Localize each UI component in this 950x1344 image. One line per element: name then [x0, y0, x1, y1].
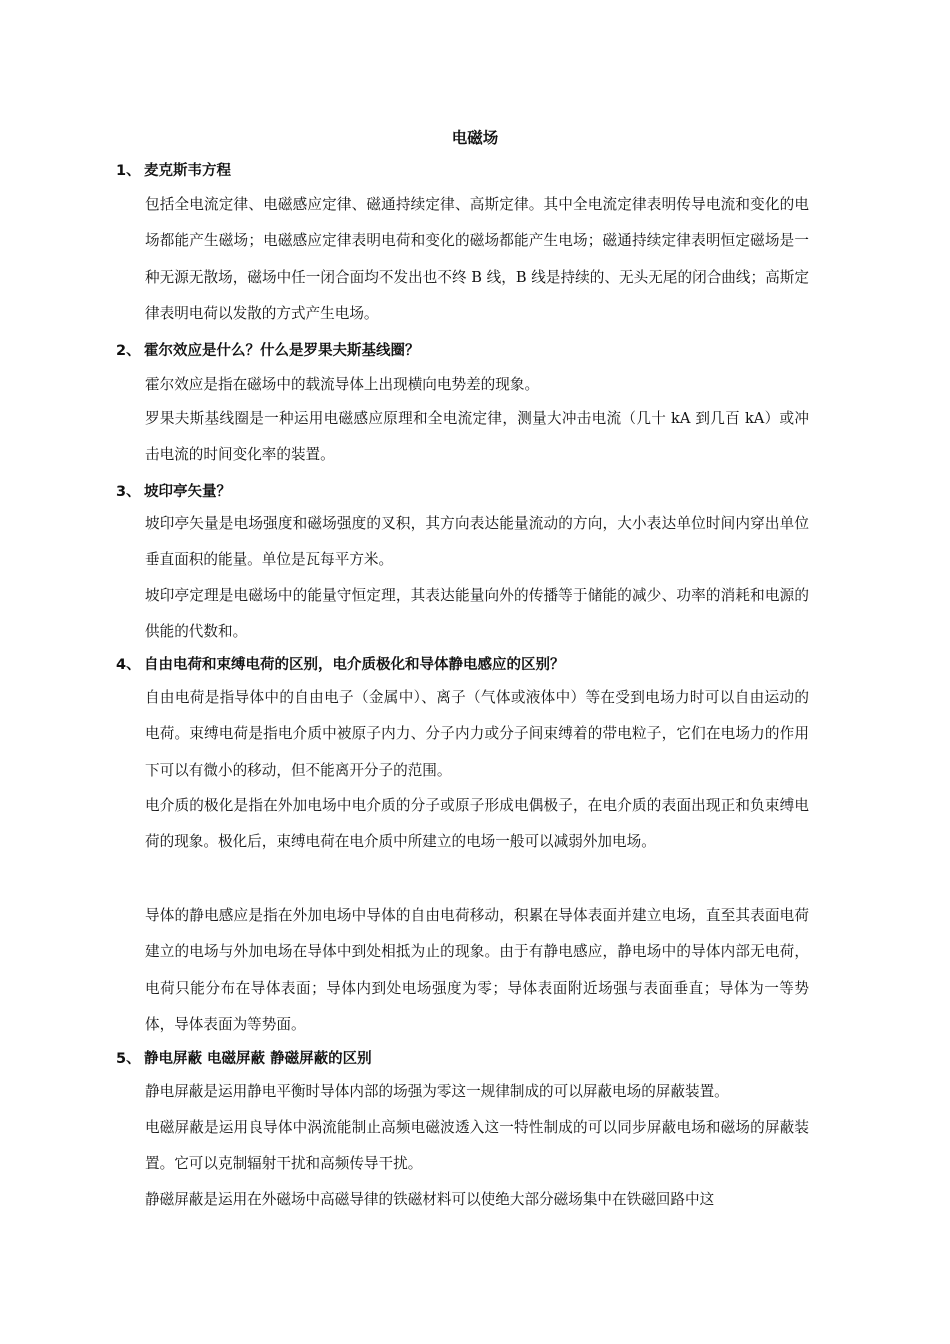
section-heading	[116, 478, 836, 506]
paragraph: 导体的静电感应是指在外加电场中导体的自由电荷移动，积累在导体表面并建立电场，直至其表面电荷建立的电场与外加电场在导体中到处相抵为止的现象。由于有静电感应，静电场中的导体内部无电荷，电荷只能分布在导体表面；导体内到处电场强度为零；导体表面附近场强与表面垂直；导体为一等势体，导体表面为等势面。	[145, 907, 809, 1034]
paragraph: 霍尔效应是指在磁场中的载流导体上出现横向电势差的现象。	[145, 376, 540, 393]
section-number: 5、	[116, 1051, 141, 1067]
section-title: 霍尔效应是什么？什么是罗果夫斯基线圈？	[144, 343, 420, 359]
paragraph: 坡印亭定理是电磁场中的能量守恒定理，其表达能量向外的传播等于储能的减少、功率的消耗和电源的供能的代数和。	[145, 587, 809, 641]
paragraph: 罗果夫斯基线圈是一种运用电磁感应原理和全电流定律，测量大冲击电流（几十 kA 到几百 kA）或冲击电流的时间变化率的装置。	[145, 410, 809, 464]
section-title: 静电屏蔽 电磁屏蔽 静磁屏蔽的区别	[144, 1051, 372, 1067]
section-heading	[116, 157, 836, 185]
section-heading	[116, 1045, 836, 1073]
section-heading	[116, 651, 836, 679]
paragraph: 自由电荷是指导体中的自由电子（金属中）、离子（气体或液体中）等在受到电场力时可以自由运动的电荷。束缚电荷是指电介质中被原子内力、分子内力或分子间束缚着的带电粒子，它们在电场力的作用下可以有微小的移动，但不能离开分子的范围。	[145, 689, 809, 779]
section-number: 3、	[116, 484, 141, 500]
paragraph: 静磁屏蔽是运用在外磁场中高磁导律的铁磁材料可以使绝大部分磁场集中在铁磁回路中这	[145, 1191, 715, 1208]
paragraph: 电磁屏蔽是运用良导体中涡流能制止高频电磁波透入这一特性制成的可以同步屏蔽电场和磁场的屏蔽装置。它可以克制辐射干扰和高频传导干扰。	[145, 1119, 809, 1173]
section-number: 4、	[116, 657, 141, 673]
paragraph: 包括全电流定律、电磁感应定律、磁通持续定律、高斯定律。其中全电流定律表明传导电流和变化的电场都能产生磁场；电磁感应定律表明电荷和变化的磁场都能产生电场；磁通持续定律表明恒定磁场是一种无源无散场，磁场中任一闭合面均不发出也不终 B 线，B 线是持续的、无头无尾的闭合曲线；高斯定律表明电荷以发散的方式产生电场。	[145, 196, 809, 323]
paragraph: 坡印亭矢量是电场强度和磁场强度的叉积，其方向表达能量流动的方向，大小表达单位时间内穿出单位垂直面积的能量。单位是瓦每平方米。	[145, 515, 809, 569]
page-title: 电磁场	[451, 129, 499, 147]
section-heading	[116, 337, 836, 365]
section-title: 坡印亭矢量？	[144, 484, 231, 500]
section-number: 2、	[116, 343, 141, 359]
paragraph: 静电屏蔽是运用静电平衡时导体内部的场强为零这一规律制成的可以屏蔽电场的屏蔽装置。	[145, 1083, 729, 1100]
paragraph: 电介质的极化是指在外加电场中电介质的分子或原子形成电偶极子，在电介质的表面出现正和负束缚电荷的现象。极化后，束缚电荷在电介质中所建立的电场一般可以减弱外加电场。	[145, 797, 809, 851]
section-title: 自由电荷和束缚电荷的区别，电介质极化和导体静电感应的区别？	[144, 657, 565, 673]
section-number: 1、	[116, 163, 141, 179]
section-title: 麦克斯韦方程	[144, 163, 231, 179]
